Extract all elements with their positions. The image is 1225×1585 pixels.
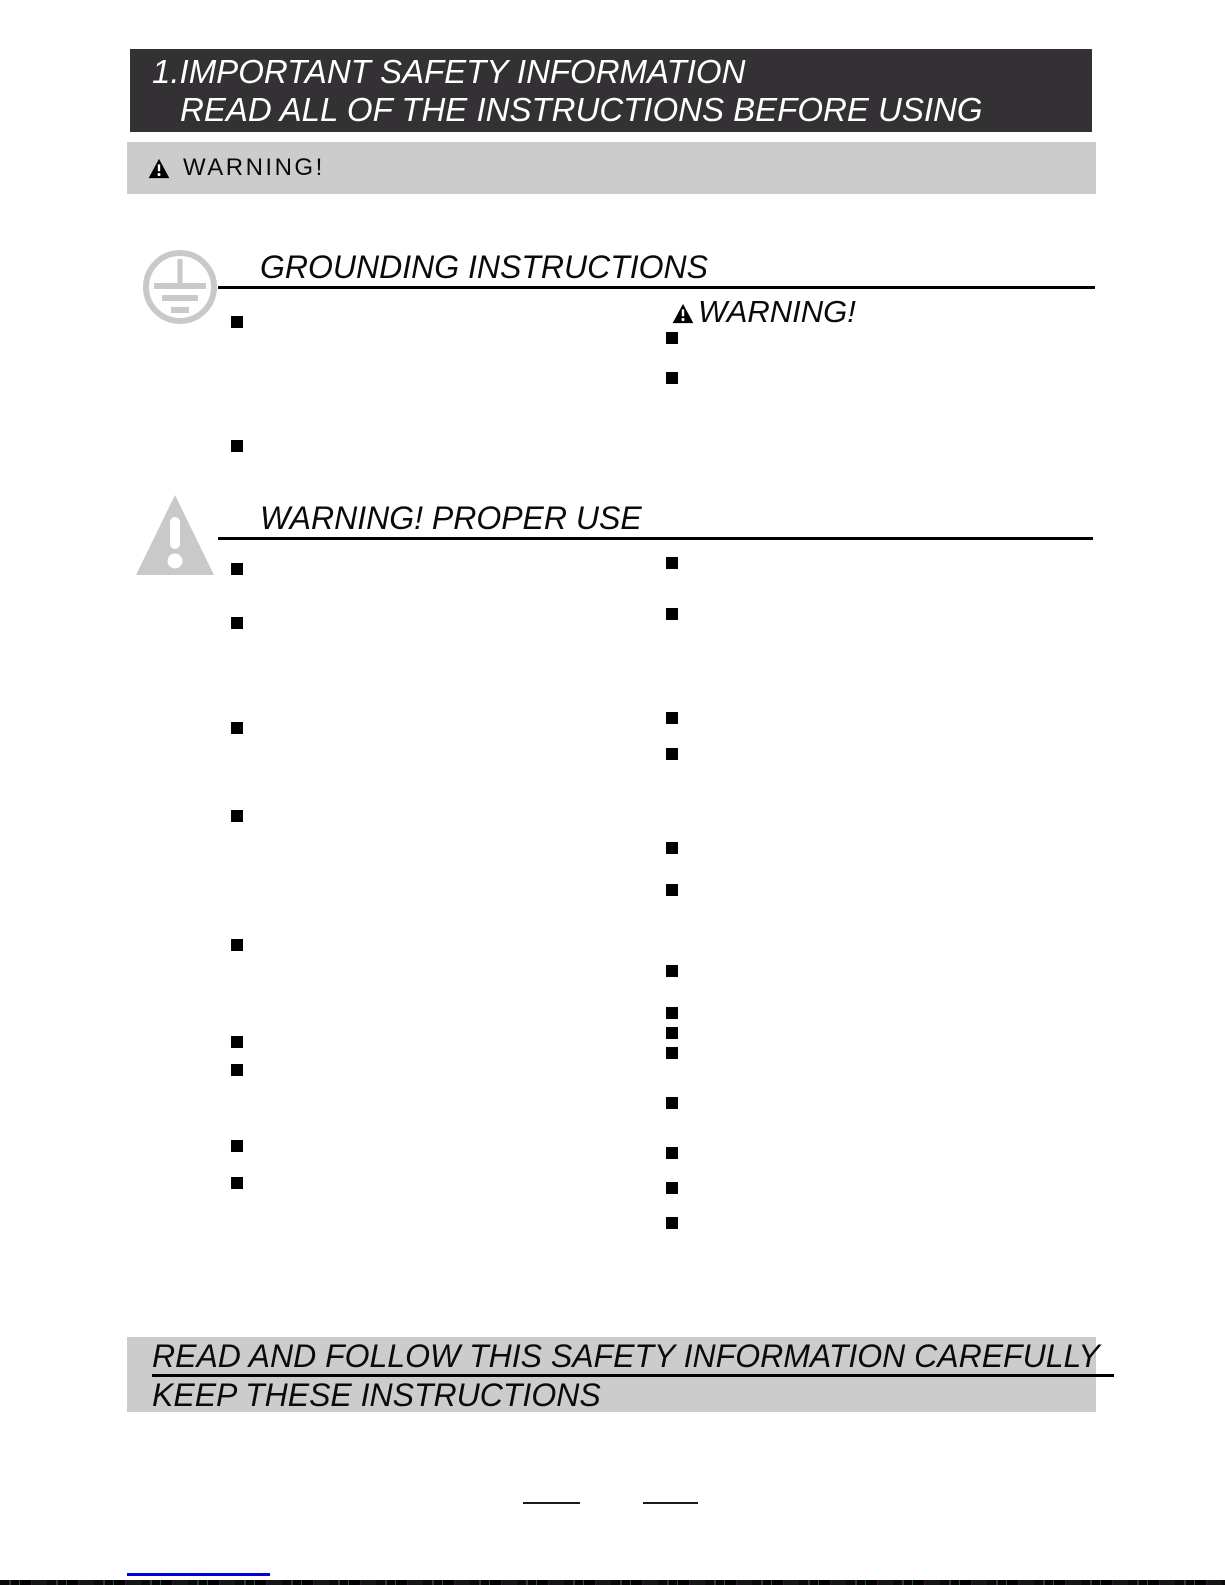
bullet-marker [666,1027,678,1039]
side-warning-label: WARNING! [698,294,856,329]
proper-use-heading-rule [218,500,1093,540]
bullet-marker [231,810,243,822]
bullet-marker [231,1140,243,1152]
bullet-marker [231,722,243,734]
side-warning-heading [672,294,856,330]
blank-field-rule [643,1502,698,1504]
warning-triangle-icon [672,302,694,325]
bullet-marker [666,608,678,620]
warning-banner-label: WARNING! [183,154,325,181]
ground-symbol-icon [141,247,219,327]
bullet-marker [666,372,678,384]
bullet-marker [231,1177,243,1189]
bullet-marker [666,842,678,854]
warning-banner [127,142,1096,194]
bullet-marker [231,563,243,575]
bullet-marker [231,939,243,951]
scan-noise-strip [0,1580,1225,1585]
bullet-marker [666,1007,678,1019]
bullet-marker [666,1147,678,1159]
page-title-bar [130,49,1092,132]
bullet-marker [231,1064,243,1076]
page-title: 1.IMPORTANT SAFETY INFORMATION [152,53,746,90]
grounding-heading: GROUNDING INSTRUCTIONS [260,249,708,285]
warning-triangle-icon [148,158,170,179]
bullet-marker [666,332,678,344]
footer-banner [127,1337,1100,1413]
blank-field-rule [523,1502,580,1504]
bullet-marker [666,1097,678,1109]
warning-triangle-icon-large [132,491,218,579]
footer-line1: READ AND FOLLOW THIS SAFETY INFORMATION CAREFULLY [152,1338,1114,1377]
footer-link-underline[interactable] [127,1573,270,1576]
bullet-marker [666,557,678,569]
footer-line2: KEEP THESE INSTRUCTIONS [152,1377,601,1413]
grounding-heading-rule [218,250,1095,289]
bullet-marker [666,965,678,977]
bullet-marker [666,748,678,760]
bullet-marker [666,1217,678,1229]
bullet-marker [231,617,243,629]
bullet-marker [666,1047,678,1059]
bullet-marker [231,1036,243,1048]
bullet-marker [666,884,678,896]
bullet-marker [666,1182,678,1194]
bullet-marker [231,440,243,452]
bullet-marker [231,316,243,328]
bullet-marker [666,712,678,724]
page-subtitle: READ ALL OF THE INSTRUCTIONS BEFORE USING [180,91,983,128]
proper-use-heading: WARNING! PROPER USE [260,500,642,536]
